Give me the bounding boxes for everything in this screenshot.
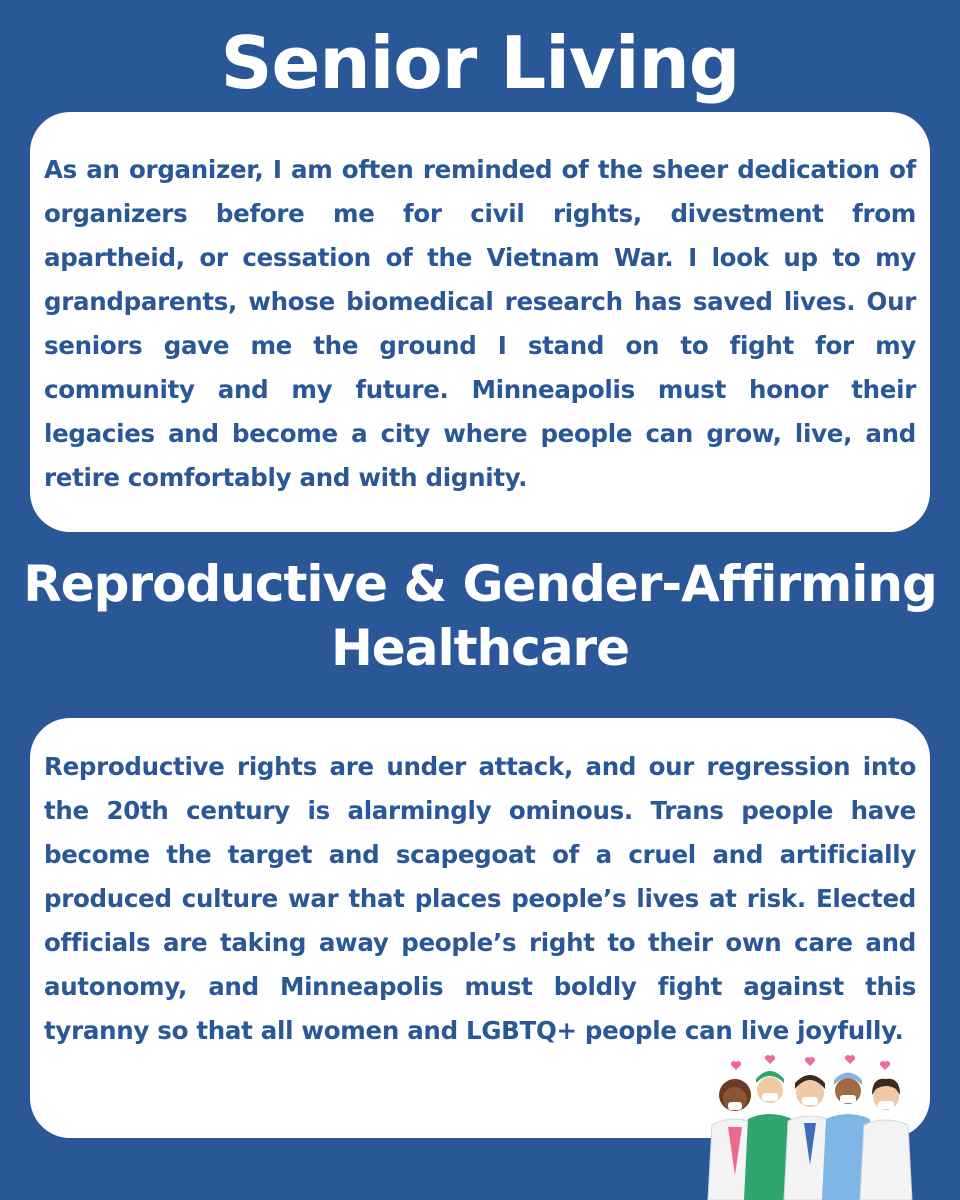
doctor-figure [860, 1079, 912, 1200]
healthcare-title: Reproductive & Gender-Affirming Healthcare [23, 555, 937, 677]
senior-living-card [30, 112, 930, 532]
healthcare-workers-illustration [700, 1055, 920, 1200]
heart-icon [731, 1055, 890, 1070]
senior-living-title: Senior Living [220, 21, 740, 105]
senior-living-text: As an organizer, I am often reminded of the sheer dedication of organizers before me for civil rights, divestment from apartheid, or cessation of the Vietnam War. I look up to my grandparents, whose biomedical research has saved lives. Our seniors gave me the ground I stand on to fight for my community and my future. Minneapolis must honor their legacies and become a city where people can grow, live, and retire comfortably and with dignity. [44, 155, 916, 492]
healthcare-text: Reproductive rights are under attack, and our regression into the 20th century is alarmingly ominous. Trans people have become the target and scapegoat of a cruel and artificially produced culture war that places people’s lives at risk. Elected officials are taking away people’s right to their own care and autonomy, and Minneapolis must boldly fight against this tyranny so that all women and LGBTQ+ people can live joyfully. [44, 752, 916, 1045]
